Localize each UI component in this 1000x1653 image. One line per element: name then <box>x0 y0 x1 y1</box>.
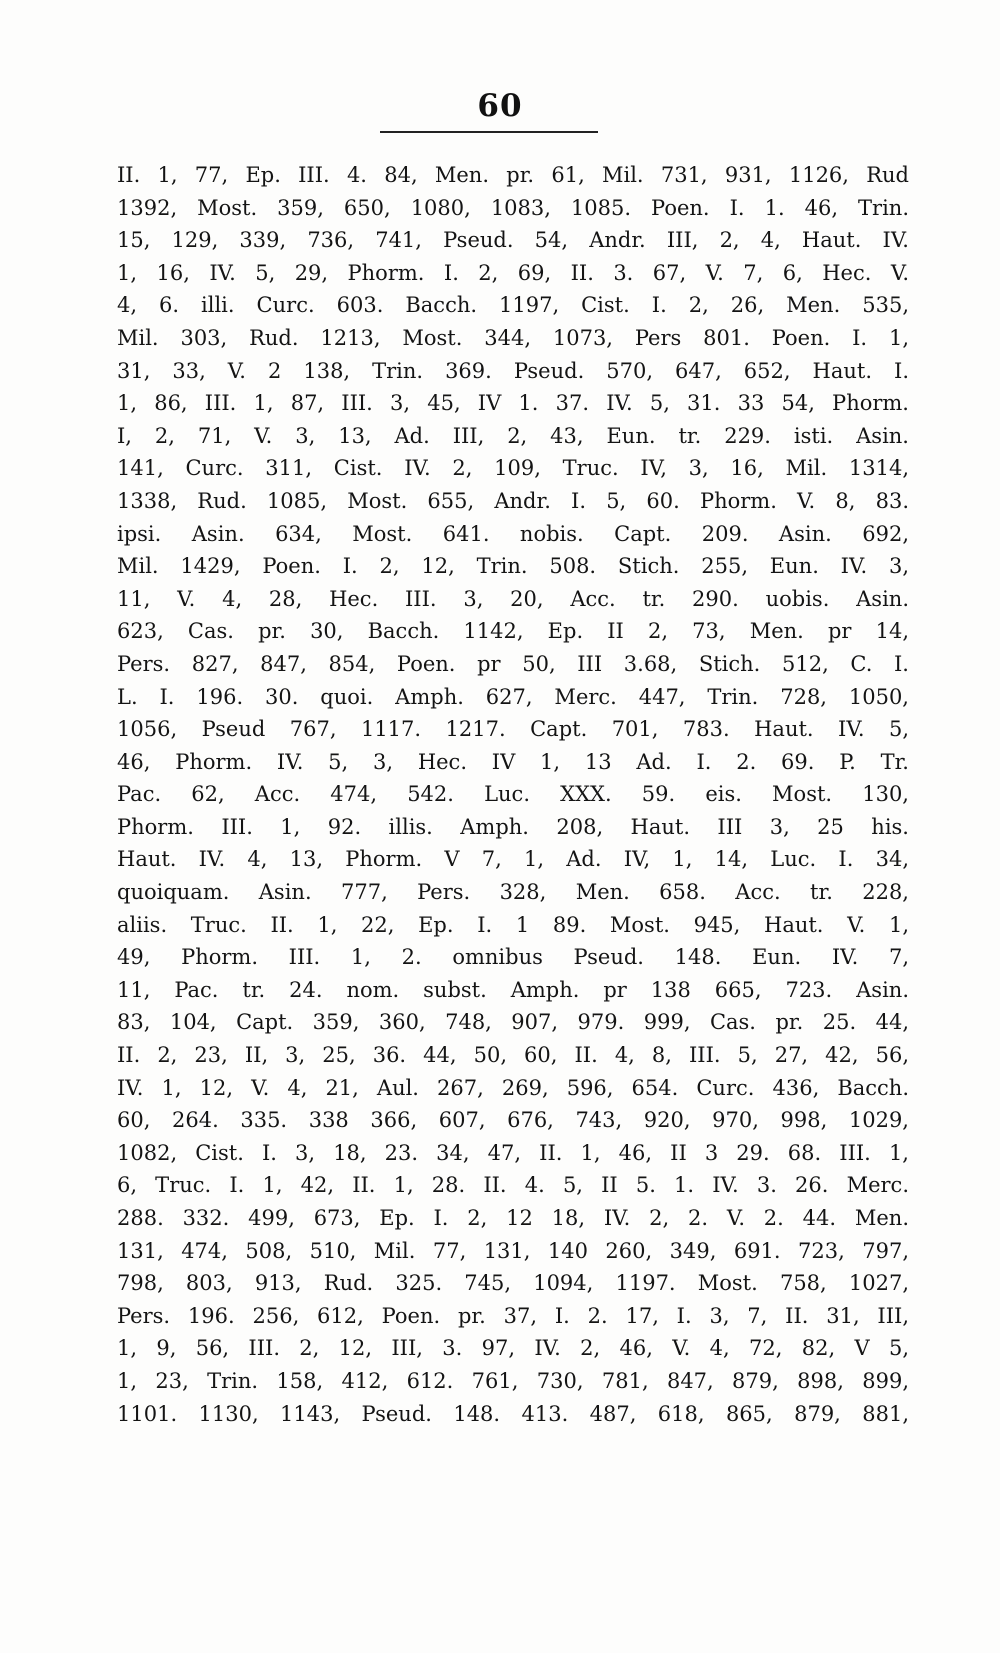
text-line: 83, 104, Capt. 359, 360, 748, 907, 979. 999, Cas. pr. 25. 44, <box>117 1010 909 1035</box>
text-line: 60, 264. 335. 338 366, 607, 676, 743, 920, 970, 998, 1029, <box>117 1108 909 1133</box>
text-line: IV. 1, 12, V. 4, 21, Aul. 267, 269, 596, 654. Curc. 436, Bacch. <box>117 1075 909 1100</box>
text-line: Pac. 62, Acc. 474, 542. Luc. XXX. 59. eis. Most. 130, <box>117 782 909 807</box>
text-line: 1338, Rud. 1085, Most. 655, Andr. I. 5, 60. Phorm. V. 8, 83. <box>117 488 909 513</box>
text-line: ipsi. Asin. 634, Most. 641. nobis. Capt. 209. Asin. 692, <box>117 521 909 546</box>
index-text-body <box>117 159 909 1430</box>
text-line: 1392, Most. 359, 650, 1080, 1083, 1085. Poen. I. 1. 46, Trin. <box>117 195 909 220</box>
page-number: 60 <box>477 88 523 124</box>
text-line: 1, 23, Trin. 158, 412, 612. 761, 730, 781, 847, 879, 898, 899, <box>117 1368 909 1393</box>
header-rule <box>380 131 598 133</box>
text-line: 141, Curc. 311, Cist. IV. 2, 109, Truc. IV, 3, 16, Mil. 1314, <box>117 456 909 481</box>
text-line: 1082, Cist. I. 3, 18, 23. 34, 47, II. 1, 46, II 3 29. 68. III. 1, <box>117 1140 909 1165</box>
text-line: 15, 129, 339, 736, 741, Pseud. 54, Andr. III, 2, 4, Haut. IV. <box>117 228 909 253</box>
text-line: 1, 16, IV. 5, 29, Phorm. I. 2, 69, II. 3. 67, V. 7, 6, Hec. V. <box>117 260 909 285</box>
text-line: 623, Cas. pr. 30, Bacch. 1142, Ep. II 2, 73, Men. pr 14, <box>117 619 909 644</box>
text-line: 798, 803, 913, Rud. 325. 745, 1094, 1197. Most. 758, 1027, <box>117 1271 909 1296</box>
text-line: Pers. 196. 256, 612, Poen. pr. 37, I. 2. 17, I. 3, 7, II. 31, III, <box>117 1303 909 1328</box>
text-line: 1, 86, III. 1, 87, III. 3, 45, IV 1. 37. IV. 5, 31. 33 54, Phorm. <box>117 391 909 416</box>
text-line: 11, Pac. tr. 24. nom. subst. Amph. pr 138 665, 723. Asin. <box>117 977 909 1002</box>
text-line: 131, 474, 508, 510, Mil. 77, 131, 140 260, 349, 691. 723, 797, <box>117 1238 909 1263</box>
text-line: 1101. 1130, 1143, Pseud. 148. 413. 487, 618, 865, 879, 881, <box>117 1401 909 1426</box>
text-line: 49, Phorm. III. 1, 2. omnibus Pseud. 148. Eun. IV. 7, <box>117 945 909 970</box>
text-line: II. 1, 77, Ep. III. 4. 84, Men. pr. 61, Mil. 731, 931, 1126, Rud <box>117 163 909 187</box>
text-line: 46, Phorm. IV. 5, 3, Hec. IV 1, 13 Ad. I. 2. 69. P. Tr. <box>117 749 909 774</box>
text-line: Mil. 303, Rud. 1213, Most. 344, 1073, Pers 801. Poen. I. 1, <box>117 325 909 350</box>
text-line: Phorm. III. 1, 92. illis. Amph. 208, Haut. III 3, 25 his. <box>117 814 909 839</box>
text-line: Pers. 827, 847, 854, Poen. pr 50, III 3.68, Stich. 512, C. I. <box>117 651 909 676</box>
text-line: Mil. 1429, Poen. I. 2, 12, Trin. 508. Stich. 255, Eun. IV. 3, <box>117 554 909 579</box>
text-line: I, 2, 71, V. 3, 13, Ad. III, 2, 43, Eun. tr. 229. isti. Asin. <box>117 423 909 448</box>
text-line: II. 2, 23, II, 3, 25, 36. 44, 50, 60, II. 4, 8, III. 5, 27, 42, 56, <box>117 1043 909 1068</box>
text-line: 1056, Pseud 767, 1117. 1217. Capt. 701, 783. Haut. IV. 5, <box>117 717 909 742</box>
text-line: L. I. 196. 30. quoi. Amph. 627, Merc. 447, Trin. 728, 1050, <box>117 684 909 709</box>
text-line: 1, 9, 56, III. 2, 12, III, 3. 97, IV. 2, 46, V. 4, 72, 82, V 5, <box>117 1336 909 1361</box>
text-line: 4, 6. illi. Curc. 603. Bacch. 1197, Cist. I. 2, 26, Men. 535, <box>117 293 909 318</box>
text-line: 11, V. 4, 28, Hec. III. 3, 20, Acc. tr. 290. uobis. Asin. <box>117 586 909 611</box>
text-line: 6, Truc. I. 1, 42, II. 1, 28. II. 4. 5, II 5. 1. IV. 3. 26. Merc. <box>117 1173 909 1198</box>
text-line: 288. 332. 499, 673, Ep. I. 2, 12 18, IV. 2, 2. V. 2. 44. Men. <box>117 1206 909 1230</box>
text-line: quoiquam. Asin. 777, Pers. 328, Men. 658. Acc. tr. 228, <box>117 880 909 905</box>
text-line: Haut. IV. 4, 13, Phorm. V 7, 1, Ad. IV, 1, 14, Luc. I. 34, <box>117 847 909 872</box>
text-line: 31, 33, V. 2 138, Trin. 369. Pseud. 570, 647, 652, Haut. I. <box>117 358 909 383</box>
text-line: aliis. Truc. II. 1, 22, Ep. I. 1 89. Most. 945, Haut. V. 1, <box>117 912 909 937</box>
